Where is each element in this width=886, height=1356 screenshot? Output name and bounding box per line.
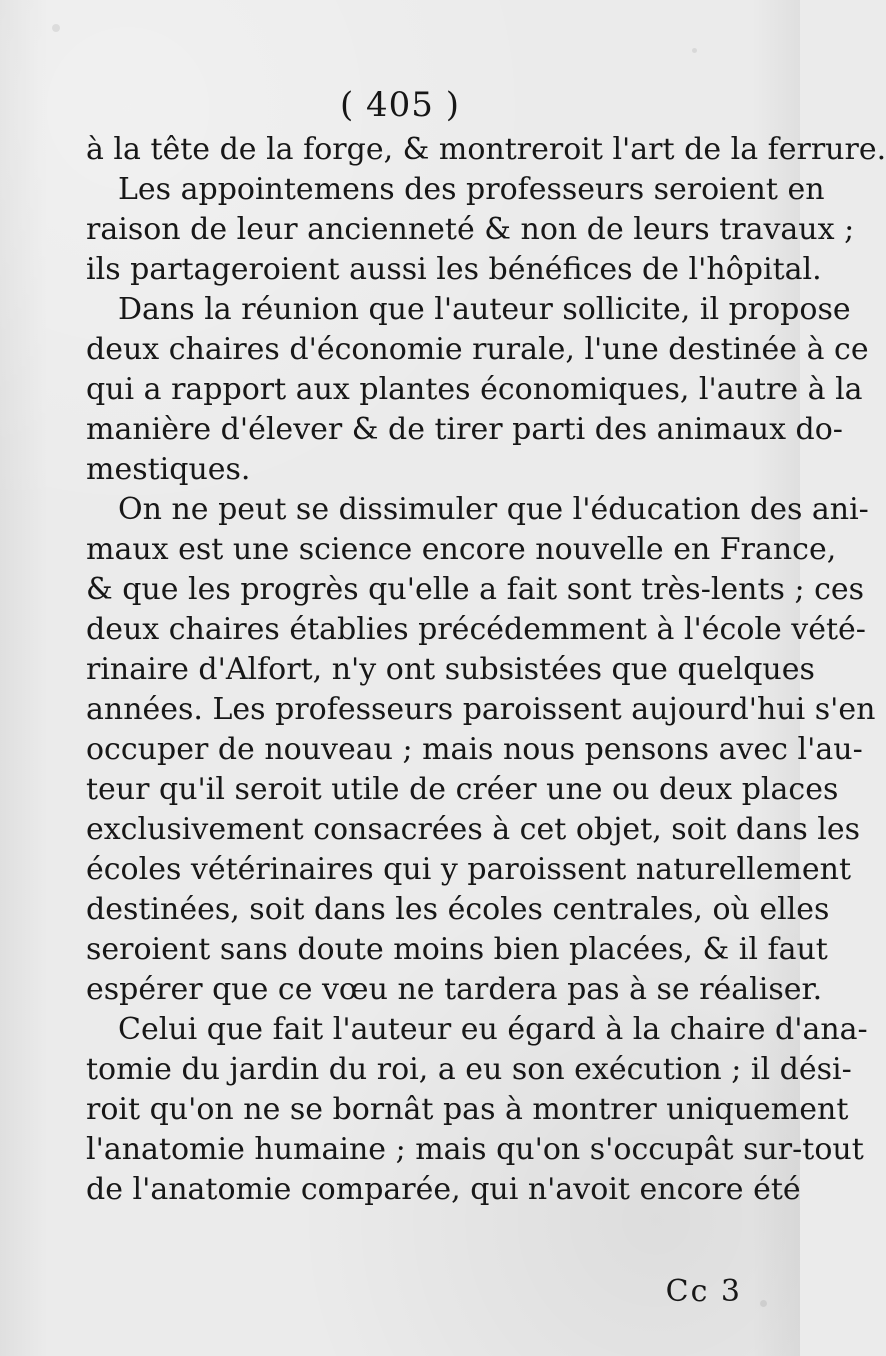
text-line: à la tête de la forge, & montreroit l'art de la ferrure.: [86, 132, 886, 167]
text-line: ils partageroient aussi les bénéfices de l'hôpital.: [86, 252, 822, 287]
text-line: seroient sans doute moins bien placées, & il faut: [86, 932, 828, 967]
text-line: qui a rapport aux plantes économiques, l'autre à la: [86, 372, 863, 407]
page-number: ( 405 ): [339, 85, 461, 125]
text-line: tomie du jardin du roi, a eu son exécution ; il dési-: [86, 1052, 852, 1087]
paper-spot: [52, 24, 60, 32]
text-line: rinaire d'Alfort, n'y ont subsistées que quelques: [86, 652, 815, 687]
text-line: écoles vétérinaires qui y paroissent naturellement: [86, 852, 852, 887]
paragraph-start-line: Les appointemens des professeurs seroient en: [118, 172, 825, 207]
text-line: espérer que ce vœu ne tardera pas à se réaliser.: [86, 972, 823, 1007]
text-line: raison de leur ancienneté & non de leurs travaux ;: [86, 212, 855, 247]
text-line: deux chaires établies précédemment à l'école vété-: [86, 612, 866, 647]
text-line: & que les progrès qu'elle a fait sont très-lents ; ces: [86, 572, 865, 607]
text-line: roit qu'on ne se bornât pas à montrer uniquement: [86, 1092, 849, 1127]
paragraph-start-line: Celui que fait l'auteur eu égard à la chaire d'ana-: [118, 1012, 868, 1047]
text-line: teur qu'il seroit utile de créer une ou deux places: [86, 772, 839, 807]
text-line: occuper de nouveau ; mais nous pensons avec l'au-: [86, 732, 863, 767]
text-line: exclusivement consacrées à cet objet, soit dans les: [86, 812, 860, 847]
text-line: maux est une science encore nouvelle en France,: [86, 532, 837, 567]
text-line: années. Les professeurs paroissent aujourd'hui s'en: [86, 692, 876, 727]
text-line: deux chaires d'économie rurale, l'une destinée à ce: [86, 332, 869, 367]
text-line: manière d'élever & de tirer parti des animaux do-: [86, 412, 843, 447]
paragraph-start-line: On ne peut se dissimuler que l'éducation des ani-: [118, 492, 869, 527]
page-text: [86, 130, 886, 1210]
text-line: l'anatomie humaine ; mais qu'on s'occupât sur-tout: [86, 1132, 864, 1167]
paragraph-start-line: Dans la réunion que l'auteur sollicite, il propose: [118, 292, 851, 327]
signature-mark: Cc 3: [665, 1274, 742, 1309]
text-line: mestiques.: [86, 452, 251, 487]
paper-spot: [760, 1300, 767, 1307]
text-line: destinées, soit dans les écoles centrales, où elles: [86, 892, 830, 927]
paper-spot: [692, 48, 697, 53]
text-line: de l'anatomie comparée, qui n'avoit encore été: [86, 1172, 801, 1207]
